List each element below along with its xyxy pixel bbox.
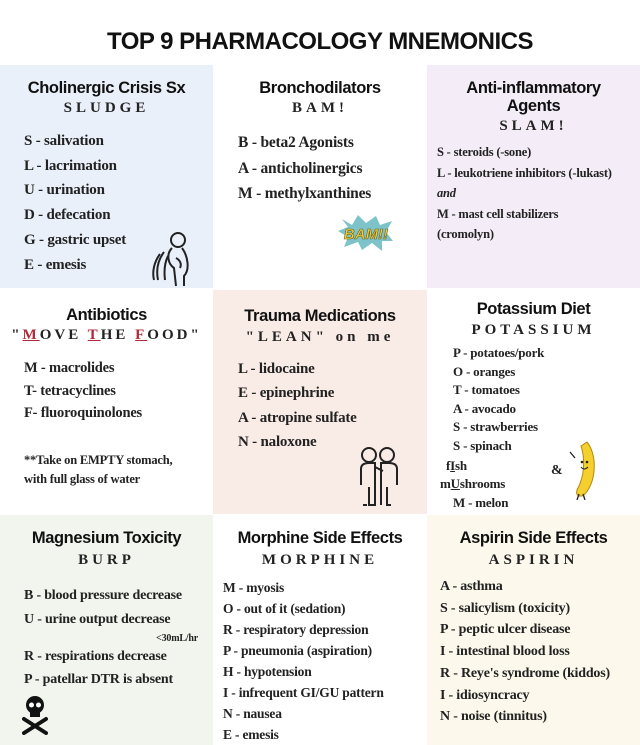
cell-title: Cholinergic Crisis Sx bbox=[27, 79, 186, 97]
list-item: D - defecation bbox=[24, 207, 111, 224]
ampersand: & bbox=[551, 463, 563, 478]
text-part: shrooms bbox=[459, 476, 506, 491]
list-item: B - beta2 Agonists bbox=[238, 134, 354, 151]
list-item: and bbox=[437, 186, 456, 201]
list-item: S - steroids (-sone) bbox=[437, 145, 532, 159]
list-item: H - hypotension bbox=[223, 664, 312, 679]
list-item: M - methylxanthines bbox=[238, 185, 372, 202]
cell-title: Trauma Medications bbox=[244, 307, 396, 325]
list-item: with full glass of water bbox=[24, 472, 141, 486]
list-item: F- fluoroquinolones bbox=[24, 405, 142, 421]
item-list bbox=[238, 357, 357, 454]
list-item: P - pneumonia (aspiration) bbox=[223, 643, 372, 658]
list-item: I - infrequent GI/GU pattern bbox=[223, 685, 384, 700]
list-item: B - blood pressure decrease bbox=[24, 588, 182, 603]
item-melon: M - melon bbox=[453, 495, 509, 510]
list-item: L - lacrimation bbox=[24, 157, 117, 174]
mnemonic bbox=[427, 551, 640, 569]
list-item: A - avocado bbox=[453, 400, 516, 416]
list-item: (cromolyn) bbox=[437, 227, 494, 242]
list-item: T- tetracyclines bbox=[24, 382, 116, 399]
cell-aspirin-side-effects bbox=[427, 515, 640, 745]
mnemonic-highlight-letter: F bbox=[135, 327, 148, 343]
mnemonic-text: "LEAN" on me bbox=[245, 329, 395, 345]
underlined-letter: I bbox=[450, 458, 455, 473]
list-item: R - respiratory depression bbox=[223, 622, 369, 637]
list-item: A - anticholinergics bbox=[238, 159, 363, 177]
list-item: M - mast cell stabilizers bbox=[437, 206, 559, 221]
mnemonic bbox=[213, 551, 427, 569]
mnemonic bbox=[213, 328, 427, 346]
mnemonic-text: OOD" bbox=[147, 327, 202, 343]
list-item: S - spinach bbox=[453, 437, 512, 453]
item-list bbox=[440, 576, 610, 728]
page-title: TOP 9 PHARMACOLOGY MNEMONICS bbox=[106, 28, 534, 55]
list-item: U - urination bbox=[24, 182, 105, 199]
item-mushrooms bbox=[440, 475, 505, 492]
text-part: m bbox=[440, 476, 451, 491]
cell-title: Magnesium Toxicity bbox=[31, 529, 182, 547]
list-item: L - lidocaine bbox=[238, 361, 315, 377]
note bbox=[24, 451, 172, 489]
skull-crossbones-icon bbox=[22, 695, 48, 735]
list-item: U - urine output decrease bbox=[24, 612, 171, 627]
list-item: I - idiosyncracy bbox=[440, 687, 530, 703]
list-item: A - asthma bbox=[440, 579, 503, 594]
text-part: f bbox=[446, 458, 451, 473]
list-item: N - nausea bbox=[223, 706, 282, 721]
mnemonic-highlight-letter: T bbox=[87, 327, 101, 343]
list-item: R - respirations decrease bbox=[24, 649, 167, 664]
list-item: E - epinephrine bbox=[238, 385, 335, 402]
mnemonic bbox=[427, 321, 640, 339]
mnemonic-text: ASPIRIN bbox=[488, 552, 579, 568]
cell-title: Bronchodilators bbox=[259, 79, 381, 97]
cell-morphine-side-effects bbox=[213, 515, 427, 745]
item-list bbox=[453, 344, 544, 455]
leaning-people-icon bbox=[353, 445, 405, 507]
vomiting-person-icon bbox=[146, 230, 196, 288]
mnemonic-text: SLUDGE bbox=[63, 100, 150, 116]
list-item: S - strawberries bbox=[453, 419, 538, 434]
cell-magnesium-toxicity bbox=[0, 515, 213, 745]
cell-title: Antibiotics bbox=[66, 306, 147, 324]
cell-trauma-medications bbox=[213, 290, 427, 514]
cell-title: Aspirin Side Effects bbox=[459, 529, 608, 547]
list-item: T - tomatoes bbox=[453, 382, 520, 397]
item-list bbox=[24, 129, 126, 277]
item-list bbox=[24, 645, 173, 691]
cell-potassium-diet bbox=[427, 290, 640, 514]
text-part: sh bbox=[455, 458, 467, 473]
item-list bbox=[238, 130, 371, 207]
list-item: N - noise (tinnitus) bbox=[440, 709, 547, 725]
mnemonic-text: SLAM! bbox=[499, 118, 568, 134]
mnemonic bbox=[0, 99, 213, 117]
cell-title: Anti-inflammatory Agents bbox=[466, 79, 601, 115]
list-item: E - emesis bbox=[223, 727, 279, 742]
underlined-letter: U bbox=[450, 476, 460, 491]
list-item: N - naloxone bbox=[238, 433, 317, 450]
mnemonic-text: " bbox=[11, 327, 23, 343]
list-item: S - salivation bbox=[24, 133, 104, 149]
bam-text: BAM!! bbox=[343, 226, 389, 243]
list-item: R - Reye's syndrome (kiddos) bbox=[440, 665, 610, 681]
banana-icon bbox=[567, 440, 599, 500]
mnemonic-text: HE bbox=[100, 327, 136, 343]
list-item: S - salicylism (toxicity) bbox=[440, 600, 570, 616]
cell-title: Potassium Diet bbox=[476, 300, 591, 318]
mnemonic bbox=[213, 99, 427, 117]
mnemonic-text: OVE bbox=[39, 327, 88, 343]
list-item: M - macrolides bbox=[24, 360, 115, 376]
cell-cholinergic-crisis bbox=[0, 65, 213, 288]
mnemonic-text: BAM! bbox=[292, 100, 348, 116]
list-item: G - gastric upset bbox=[24, 231, 127, 248]
cell-title: Morphine Side Effects bbox=[237, 529, 403, 547]
urine-threshold: <30mL/hr bbox=[156, 633, 198, 644]
bam-burst-icon bbox=[338, 215, 394, 251]
mnemonic bbox=[427, 117, 640, 135]
list-item: A - atropine sulfate bbox=[238, 409, 357, 426]
mnemonic-highlight-letter: M bbox=[22, 327, 40, 343]
item-list bbox=[24, 584, 182, 632]
mnemonic-text: MORPHINE bbox=[261, 552, 379, 568]
list-item: O - out of it (sedation) bbox=[223, 601, 346, 616]
list-item: M - myosis bbox=[223, 580, 284, 595]
item-list bbox=[24, 357, 142, 425]
list-item: L - leukotriene inhibitors (-lukast) bbox=[437, 165, 612, 180]
list-item: P - patellar DTR is absent bbox=[24, 672, 173, 687]
list-item: **Take on EMPTY stomach, bbox=[24, 453, 173, 467]
list-item: I - intestinal blood loss bbox=[440, 644, 570, 660]
mnemonic bbox=[0, 551, 213, 569]
list-item: P - peptic ulcer disease bbox=[440, 622, 571, 638]
list-item: P - potatoes/pork bbox=[453, 345, 545, 360]
cell-anti-inflammatory bbox=[427, 65, 640, 288]
mnemonic bbox=[0, 326, 213, 344]
mnemonic-text: BURP bbox=[78, 552, 135, 568]
item-list bbox=[437, 142, 612, 245]
list-item: O - oranges bbox=[453, 363, 516, 379]
item-list bbox=[223, 577, 384, 745]
cell-antibiotics bbox=[0, 290, 213, 514]
mnemonic-text: POTASSIUM bbox=[471, 322, 596, 338]
cell-bronchodilators bbox=[213, 65, 427, 288]
list-item: E - emesis bbox=[24, 256, 87, 273]
item-fish bbox=[446, 457, 467, 474]
